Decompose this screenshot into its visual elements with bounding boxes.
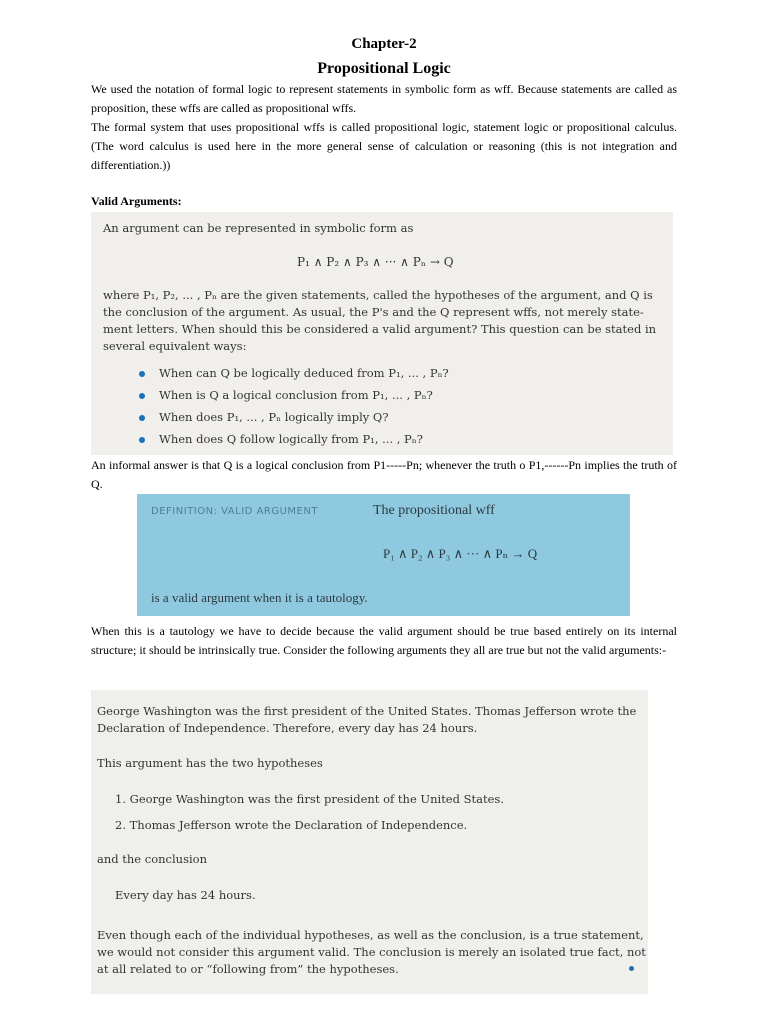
section-heading: Valid Arguments: xyxy=(91,194,182,208)
bullet-text: When is Q a logical conclusion from P₁, ... , Pₙ? xyxy=(159,388,433,402)
intro-paragraph-1: We used the notation of formal logic to represent statements in symbolic form as wff. Because statements are called as proposition, these wffs are called as propositional wffs. xyxy=(91,82,677,115)
bullet-dot-icon xyxy=(139,437,145,443)
hypothesis-item: 1. George Washington was the first president of the United States. xyxy=(115,792,504,806)
scan-text-line: and the conclusion xyxy=(97,852,207,866)
scan-text-line: Even though each of the individual hypotheses, as well as the conclusion, is a true statement, xyxy=(97,928,644,942)
bullet-item xyxy=(139,366,449,380)
scan-text-line: the conclusion of the argument. As usual, the P's and the Q represent wffs, not merely state- xyxy=(103,305,644,319)
chapter-label: Chapter-2 xyxy=(351,36,417,52)
scan-text-line: where P₁, P₂, ... , Pₙ are the given statements, called the hypotheses of the argument, and Q is xyxy=(103,288,653,302)
intro-paragraph-2: The formal system that uses propositional wffs is called propositional logic, statement logic or propositional calculus. (The word calculus is used here in the more general sense of calculation or reasoning (this is not integration and differentiation.)) xyxy=(91,120,677,172)
conclusion-item: Every day has 24 hours. xyxy=(115,888,256,902)
scan-text-line: we would not consider this argument valid. The conclusion is merely an isolated true fact, not xyxy=(97,945,646,959)
scanned-excerpt-argument-form xyxy=(91,212,673,455)
hypothesis-item: 2. Thomas Jefferson wrote the Declaration of Independence. xyxy=(115,818,468,832)
scanned-excerpt-example xyxy=(91,690,648,994)
scan-text-line: George Washington was the first president of the United States. Thomas Jefferson wrote the xyxy=(97,704,637,718)
bullet-dot-icon xyxy=(139,371,145,377)
bullet-item xyxy=(139,388,433,402)
bullet-text: When does P₁, ... , Pₙ logically imply Q? xyxy=(159,410,389,424)
definition-box xyxy=(137,494,630,616)
page-title: Propositional Logic xyxy=(317,60,451,77)
scan-text-line: at all related to or “following from” the hypotheses. xyxy=(97,962,399,976)
definition-formula: P₁ ∧ P₂ ∧ P₃ ∧ ··· ∧ Pₙ → Q xyxy=(383,546,538,561)
bullet-text: When does Q follow logically from P₁, ... , Pₙ? xyxy=(159,432,423,446)
scan-text-line: Declaration of Independence. Therefore, every day has 24 hours. xyxy=(97,721,478,735)
scan-text-line: several equivalent ways: xyxy=(103,339,247,353)
definition-text: The propositional wff xyxy=(373,503,495,518)
bullet-text: When can Q be logically deduced from P₁, ... , Pₙ? xyxy=(159,366,449,380)
bullet-item xyxy=(139,432,423,446)
scan-text-line: This argument has the two hypotheses xyxy=(97,756,323,770)
bullet-item xyxy=(139,410,389,424)
scan-text-line: ment letters. When should this be considered a valid argument? This question can be stated in xyxy=(103,322,657,336)
informal-answer-paragraph: An informal answer is that Q is a logical conclusion from P1-----Pn; whenever the truth o P1,------Pn implies the truth of Q. xyxy=(91,458,677,491)
bullet-dot-icon xyxy=(139,393,145,399)
scan-text-line: An argument can be represented in symbolic form as xyxy=(103,221,414,235)
tautology-paragraph: When this is a tautology we have to decide because the valid argument should be true based entirely on its internal structure; it should be intrinsically true. Consider the following arguments they all are true but not the valid arguments:- xyxy=(91,624,677,657)
definition-conclusion: is a valid argument when it is a tautology. xyxy=(151,590,368,605)
bullet-dot-icon xyxy=(139,415,145,421)
bullet-dot-icon xyxy=(629,966,634,971)
definition-label: DEFINITION: VALID ARGUMENT xyxy=(151,506,318,517)
argument-formula: P₁ ∧ P₂ ∧ P₃ ∧ ··· ∧ Pₙ → Q xyxy=(297,255,454,269)
